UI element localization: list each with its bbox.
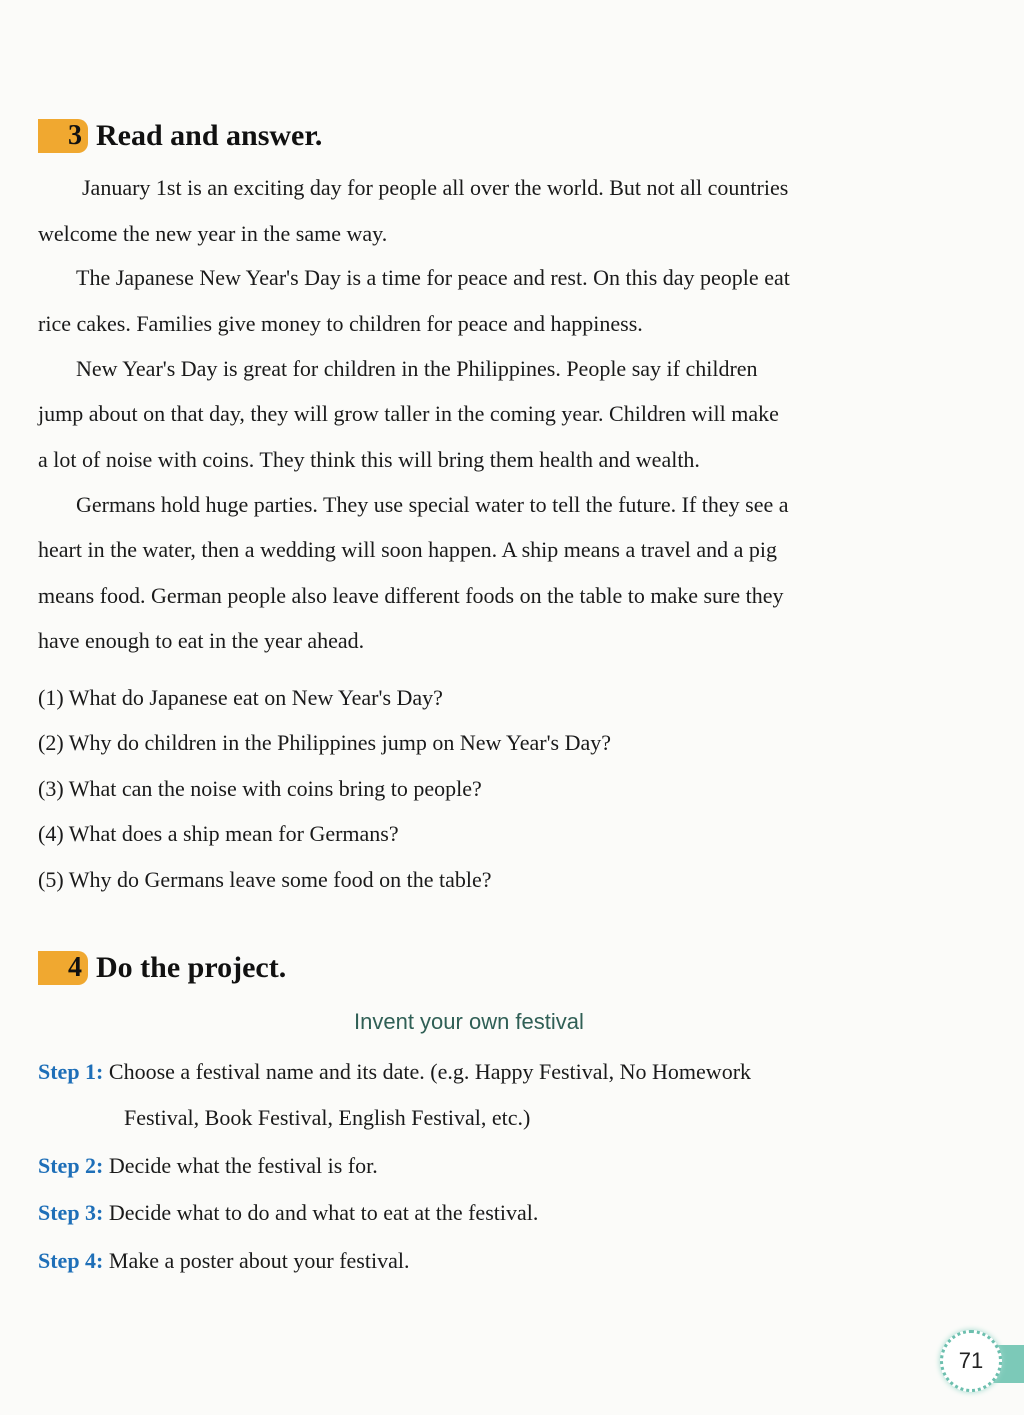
section-title: Read and answer. (96, 119, 323, 152)
question-2: (2) Why do children in the Philippines jump on New Year's Day? (38, 730, 612, 755)
question-4: (4) What does a ship mean for Germans? (38, 821, 399, 846)
paragraph-line: January 1st is an exciting day for people all over the world. But not all countries (82, 175, 789, 200)
step-3 (38, 1200, 538, 1226)
step-label: Step 4: (38, 1248, 104, 1273)
paragraph-line: have enough to eat in the year ahead. (38, 628, 365, 653)
paragraph-line: heart in the water, then a wedding will soon happen. A ship means a travel and a pig (38, 537, 777, 562)
paragraph-line: rice cakes. Families give money to children for peace and happiness. (38, 311, 643, 336)
step-text: Choose a festival name and its date. (e.g. Happy Festival, No Homework (108, 1059, 752, 1084)
step-text: Decide what the festival is for. (108, 1153, 378, 1178)
section-number-badge: 3 (38, 119, 88, 153)
section-title: Do the project. (96, 951, 287, 984)
paragraph-line: a lot of noise with coins. They think this will bring them health and wealth. (38, 447, 700, 472)
paragraph-line: jump about on that day, they will grow taller in the coming year. Children will make (38, 401, 779, 426)
paragraph-line: welcome the new year in the same way. (38, 221, 388, 246)
paragraph-line: Germans hold huge parties. They use special water to tell the future. If they see a (76, 492, 789, 517)
step-text: Make a poster about your festival. (108, 1248, 410, 1273)
question-5: (5) Why do Germans leave some food on the table? (38, 867, 492, 892)
step-label: Step 1: (38, 1059, 104, 1084)
project-subtitle: Invent your own festival (354, 1009, 584, 1034)
step-2 (38, 1153, 378, 1179)
step-4 (38, 1248, 409, 1274)
step-text: Decide what to do and what to eat at the festival. (108, 1200, 539, 1225)
step-label: Step 3: (38, 1200, 104, 1225)
question-3: (3) What can the noise with coins bring to people? (38, 776, 482, 801)
step-1-continued: Festival, Book Festival, English Festival, etc.) (124, 1105, 531, 1130)
page-number: 71 (940, 1330, 1002, 1392)
section-3-heading (38, 119, 322, 153)
paragraph-line: means food. German people also leave different foods on the table to make sure they (38, 583, 784, 608)
section-4-heading (38, 951, 286, 985)
step-label: Step 2: (38, 1153, 104, 1178)
step-1 (38, 1059, 751, 1085)
paragraph-line: The Japanese New Year's Day is a time for peace and rest. On this day people eat (76, 265, 790, 290)
question-1: (1) What do Japanese eat on New Year's Day? (38, 685, 443, 710)
section-number-badge: 4 (38, 951, 88, 985)
paragraph-line: New Year's Day is great for children in the Philippines. People say if children (76, 356, 758, 381)
